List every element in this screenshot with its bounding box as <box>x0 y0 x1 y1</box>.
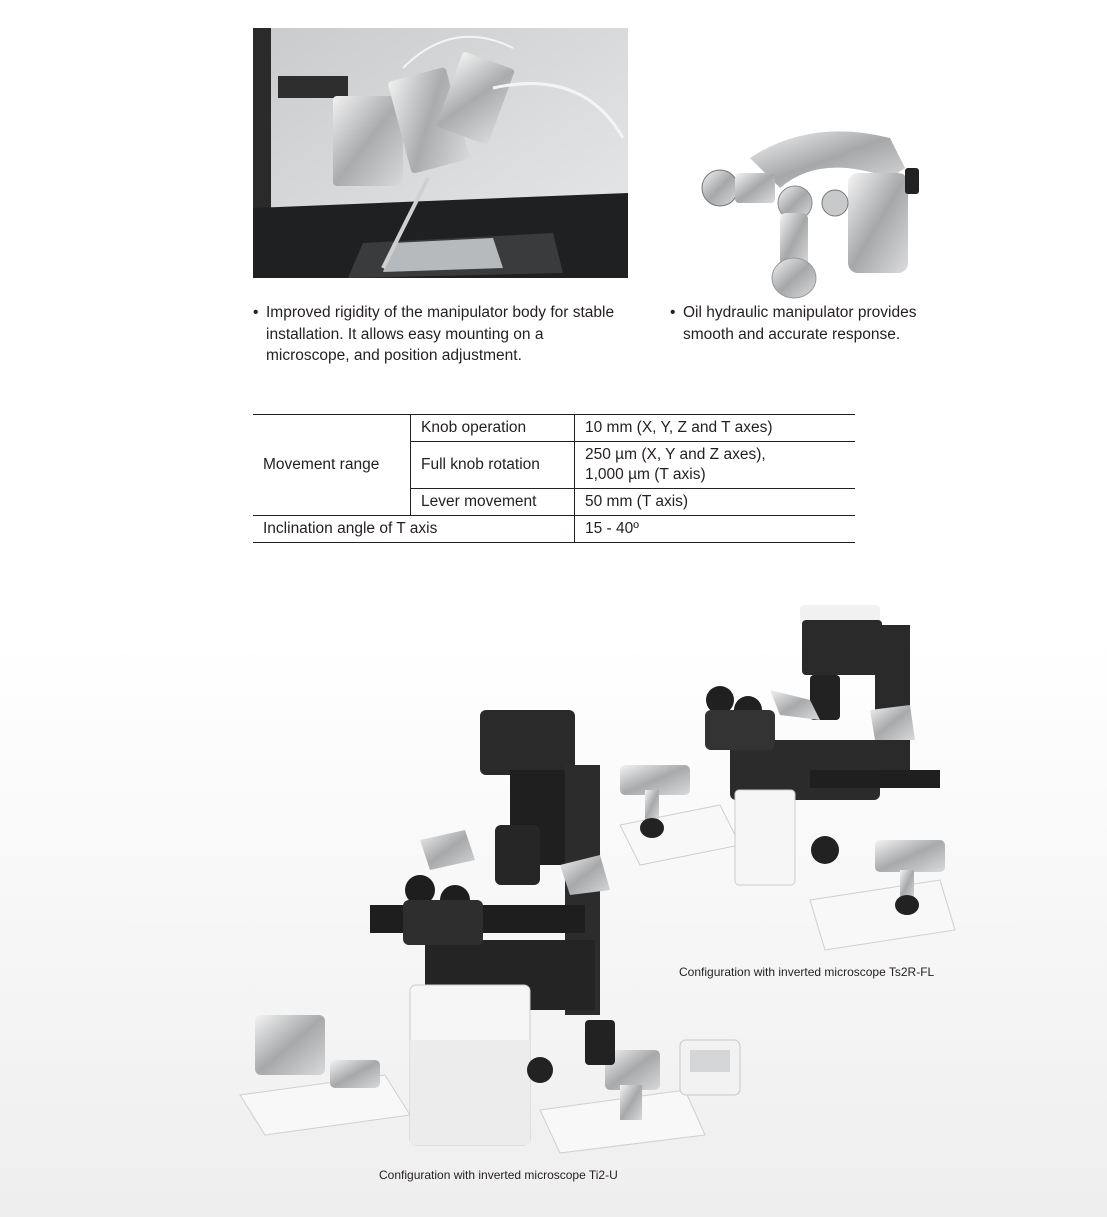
row-label: Lever movement <box>411 489 575 516</box>
movement-range-label: Movement range <box>263 456 380 473</box>
spec-table <box>253 414 855 543</box>
bullet-mark: • <box>253 304 259 321</box>
row-label: Full knob rotation <box>411 442 575 489</box>
bullet-text: Oil hydraulic manipulator provides smooth and accurate response. <box>683 304 917 343</box>
row-value: 10 mm (X, Y, Z and T axes) <box>575 415 856 442</box>
table-row <box>253 415 855 442</box>
row-value: 50 mm (T axis) <box>575 489 856 516</box>
inclination-value: 15 - 40º <box>575 516 856 543</box>
bullet-mark: • <box>670 304 676 321</box>
bullet-text: Improved rigidity of the manipulator body for stable installation. It allows easy mounting on a microscope, and position adjustment. <box>266 304 615 364</box>
row-label: Knob operation <box>411 415 575 442</box>
photo-manipulator-on-microscope <box>253 28 628 278</box>
photo-ti2-u-configuration <box>235 705 770 1160</box>
table-row <box>253 516 855 543</box>
bullet-hydraulic <box>670 302 940 345</box>
row-value: 250 µm (X, Y and Z axes), 1,000 µm (T axis) <box>575 442 856 489</box>
inclination-label: Inclination angle of T axis <box>263 520 438 537</box>
caption-ti2-u: Configuration with inverted microscope Ti2-U <box>379 1168 618 1182</box>
bullet-rigidity <box>253 302 643 367</box>
caption-ts2r-fl: Configuration with inverted microscope Ts2R-FL <box>679 965 935 979</box>
photo-oil-hydraulic-manipulator <box>690 118 930 303</box>
